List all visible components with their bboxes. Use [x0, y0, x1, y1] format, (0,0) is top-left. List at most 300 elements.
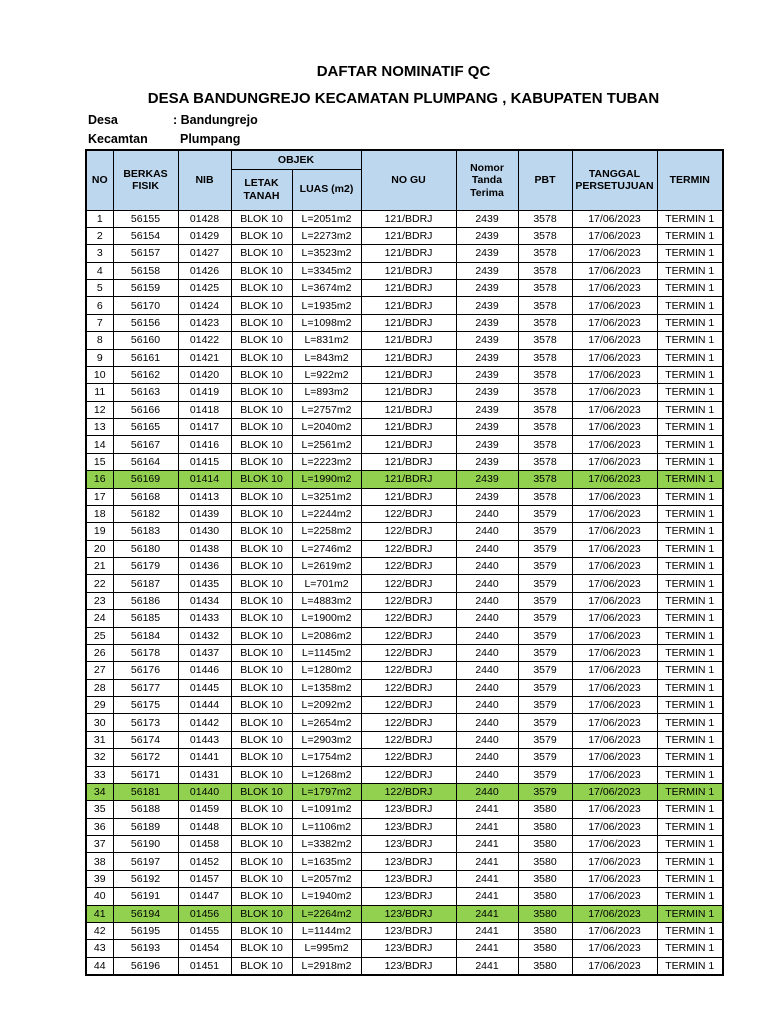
cell-no_gu: 121/BDRJ	[361, 349, 456, 366]
cell-termin: TERMIN 1	[657, 627, 723, 644]
cell-luas_m2: L=701m2	[292, 575, 361, 592]
cell-letak_tanah: BLOK 10	[231, 349, 292, 366]
cell-pbt: 3580	[518, 853, 572, 870]
cell-berkas_fisik: 56176	[113, 662, 178, 679]
cell-pbt: 3580	[518, 836, 572, 853]
cell-letak_tanah: BLOK 10	[231, 714, 292, 731]
cell-berkas_fisik: 56196	[113, 957, 178, 974]
cell-no_gu: 122/BDRJ	[361, 558, 456, 575]
cell-termin: TERMIN 1	[657, 540, 723, 557]
cell-no: 4	[86, 262, 113, 279]
cell-letak_tanah: BLOK 10	[231, 227, 292, 244]
cell-letak_tanah: BLOK 10	[231, 853, 292, 870]
cell-letak_tanah: BLOK 10	[231, 575, 292, 592]
cell-luas_m2: L=922m2	[292, 366, 361, 383]
cell-nomor_tanda_terima: 2440	[456, 592, 518, 609]
cell-tanggal_persetujuan: 17/06/2023	[572, 888, 657, 905]
cell-tanggal_persetujuan: 17/06/2023	[572, 749, 657, 766]
cell-nib: 01448	[178, 818, 231, 835]
cell-tanggal_persetujuan: 17/06/2023	[572, 401, 657, 418]
cell-termin: TERMIN 1	[657, 644, 723, 661]
cell-pbt: 3578	[518, 384, 572, 401]
cell-no_gu: 122/BDRJ	[361, 627, 456, 644]
cell-luas_m2: L=2918m2	[292, 957, 361, 974]
cell-berkas_fisik: 56190	[113, 836, 178, 853]
cell-tanggal_persetujuan: 17/06/2023	[572, 731, 657, 748]
cell-nomor_tanda_terima: 2440	[456, 731, 518, 748]
cell-termin: TERMIN 1	[657, 801, 723, 818]
cell-luas_m2: L=2264m2	[292, 905, 361, 922]
cell-tanggal_persetujuan: 17/06/2023	[572, 384, 657, 401]
cell-pbt: 3579	[518, 766, 572, 783]
table-row	[86, 280, 723, 297]
cell-luas_m2: L=893m2	[292, 384, 361, 401]
cell-luas_m2: L=1106m2	[292, 818, 361, 835]
table-row	[86, 749, 723, 766]
cell-berkas_fisik: 56191	[113, 888, 178, 905]
cell-no: 12	[86, 401, 113, 418]
cell-letak_tanah: BLOK 10	[231, 436, 292, 453]
cell-tanggal_persetujuan: 17/06/2023	[572, 558, 657, 575]
cell-tanggal_persetujuan: 17/06/2023	[572, 471, 657, 488]
table-row	[86, 436, 723, 453]
cell-termin: TERMIN 1	[657, 245, 723, 262]
cell-nomor_tanda_terima: 2441	[456, 853, 518, 870]
cell-letak_tanah: BLOK 10	[231, 523, 292, 540]
cell-no: 20	[86, 540, 113, 557]
cell-no: 38	[86, 853, 113, 870]
cell-nib: 01418	[178, 401, 231, 418]
table-row	[86, 679, 723, 696]
cell-nib: 01414	[178, 471, 231, 488]
table-row	[86, 314, 723, 331]
cell-termin: TERMIN 1	[657, 697, 723, 714]
cell-no: 23	[86, 592, 113, 609]
cell-termin: TERMIN 1	[657, 210, 723, 227]
cell-luas_m2: L=2561m2	[292, 436, 361, 453]
cell-luas_m2: L=3523m2	[292, 245, 361, 262]
cell-pbt: 3578	[518, 419, 572, 436]
cell-berkas_fisik: 56175	[113, 697, 178, 714]
cell-no: 18	[86, 505, 113, 522]
cell-letak_tanah: BLOK 10	[231, 297, 292, 314]
cell-tanggal_persetujuan: 17/06/2023	[572, 332, 657, 349]
cell-nib: 01452	[178, 853, 231, 870]
cell-pbt: 3579	[518, 714, 572, 731]
cell-nomor_tanda_terima: 2439	[456, 366, 518, 383]
cell-letak_tanah: BLOK 10	[231, 384, 292, 401]
cell-no: 39	[86, 870, 113, 887]
cell-berkas_fisik: 56188	[113, 801, 178, 818]
table-row	[86, 245, 723, 262]
cell-no_gu: 121/BDRJ	[361, 384, 456, 401]
cell-no_gu: 121/BDRJ	[361, 280, 456, 297]
cell-letak_tanah: BLOK 10	[231, 783, 292, 800]
cell-no: 9	[86, 349, 113, 366]
cell-termin: TERMIN 1	[657, 905, 723, 922]
cell-nib: 01425	[178, 280, 231, 297]
cell-berkas_fisik: 56173	[113, 714, 178, 731]
cell-tanggal_persetujuan: 17/06/2023	[572, 922, 657, 939]
cell-termin: TERMIN 1	[657, 870, 723, 887]
cell-letak_tanah: BLOK 10	[231, 801, 292, 818]
cell-termin: TERMIN 1	[657, 419, 723, 436]
cell-letak_tanah: BLOK 10	[231, 940, 292, 957]
cell-termin: TERMIN 1	[657, 766, 723, 783]
cell-tanggal_persetujuan: 17/06/2023	[572, 679, 657, 696]
cell-termin: TERMIN 1	[657, 297, 723, 314]
cell-no_gu: 123/BDRJ	[361, 801, 456, 818]
cell-pbt: 3578	[518, 401, 572, 418]
cell-berkas_fisik: 56168	[113, 488, 178, 505]
cell-nomor_tanda_terima: 2441	[456, 905, 518, 922]
table-row	[86, 627, 723, 644]
cell-letak_tanah: BLOK 10	[231, 592, 292, 609]
cell-letak_tanah: BLOK 10	[231, 453, 292, 470]
cell-tanggal_persetujuan: 17/06/2023	[572, 297, 657, 314]
cell-pbt: 3578	[518, 297, 572, 314]
cell-berkas_fisik: 56156	[113, 314, 178, 331]
cell-no: 30	[86, 714, 113, 731]
cell-berkas_fisik: 56187	[113, 575, 178, 592]
cell-tanggal_persetujuan: 17/06/2023	[572, 262, 657, 279]
desa-value: : Bandungrejo	[173, 113, 258, 127]
cell-nomor_tanda_terima: 2440	[456, 749, 518, 766]
table-row	[86, 297, 723, 314]
cell-no_gu: 121/BDRJ	[361, 401, 456, 418]
table-header	[86, 150, 723, 210]
cell-berkas_fisik: 56169	[113, 471, 178, 488]
cell-letak_tanah: BLOK 10	[231, 505, 292, 522]
cell-no: 44	[86, 957, 113, 974]
cell-nib: 01440	[178, 783, 231, 800]
header-luas-m2: LUAS (m2)	[292, 169, 361, 210]
cell-letak_tanah: BLOK 10	[231, 818, 292, 835]
cell-berkas_fisik: 56165	[113, 419, 178, 436]
cell-letak_tanah: BLOK 10	[231, 471, 292, 488]
cell-no_gu: 123/BDRJ	[361, 957, 456, 974]
cell-nomor_tanda_terima: 2440	[456, 558, 518, 575]
cell-luas_m2: L=1635m2	[292, 853, 361, 870]
cell-pbt: 3580	[518, 905, 572, 922]
cell-pbt: 3580	[518, 957, 572, 974]
cell-letak_tanah: BLOK 10	[231, 540, 292, 557]
cell-pbt: 3578	[518, 332, 572, 349]
table-row	[86, 766, 723, 783]
cell-nomor_tanda_terima: 2441	[456, 888, 518, 905]
cell-no_gu: 121/BDRJ	[361, 297, 456, 314]
cell-termin: TERMIN 1	[657, 349, 723, 366]
cell-no_gu: 123/BDRJ	[361, 922, 456, 939]
cell-nib: 01428	[178, 210, 231, 227]
cell-letak_tanah: BLOK 10	[231, 419, 292, 436]
cell-no_gu: 122/BDRJ	[361, 783, 456, 800]
header-letak-tanah: LETAK TANAH	[231, 169, 292, 210]
cell-nomor_tanda_terima: 2439	[456, 453, 518, 470]
cell-tanggal_persetujuan: 17/06/2023	[572, 697, 657, 714]
cell-nomor_tanda_terima: 2439	[456, 245, 518, 262]
cell-nib: 01419	[178, 384, 231, 401]
cell-nib: 01446	[178, 662, 231, 679]
cell-no: 27	[86, 662, 113, 679]
cell-berkas_fisik: 56180	[113, 540, 178, 557]
cell-tanggal_persetujuan: 17/06/2023	[572, 436, 657, 453]
cell-no_gu: 123/BDRJ	[361, 818, 456, 835]
cell-letak_tanah: BLOK 10	[231, 210, 292, 227]
cell-tanggal_persetujuan: 17/06/2023	[572, 853, 657, 870]
cell-no: 22	[86, 575, 113, 592]
cell-pbt: 3580	[518, 888, 572, 905]
cell-berkas_fisik: 56163	[113, 384, 178, 401]
cell-nomor_tanda_terima: 2441	[456, 940, 518, 957]
table-row	[86, 714, 723, 731]
cell-nomor_tanda_terima: 2440	[456, 575, 518, 592]
cell-no_gu: 121/BDRJ	[361, 471, 456, 488]
cell-luas_m2: L=831m2	[292, 332, 361, 349]
cell-luas_m2: L=1268m2	[292, 766, 361, 783]
cell-no: 28	[86, 679, 113, 696]
cell-no: 32	[86, 749, 113, 766]
cell-pbt: 3579	[518, 697, 572, 714]
cell-nib: 01431	[178, 766, 231, 783]
cell-no: 11	[86, 384, 113, 401]
cell-luas_m2: L=1754m2	[292, 749, 361, 766]
cell-nomor_tanda_terima: 2441	[456, 922, 518, 939]
cell-berkas_fisik: 56155	[113, 210, 178, 227]
cell-nib: 01416	[178, 436, 231, 453]
cell-berkas_fisik: 56167	[113, 436, 178, 453]
table-row	[86, 801, 723, 818]
cell-pbt: 3578	[518, 471, 572, 488]
table-row	[86, 210, 723, 227]
cell-luas_m2: L=3345m2	[292, 262, 361, 279]
cell-nib: 01424	[178, 297, 231, 314]
cell-pbt: 3578	[518, 314, 572, 331]
cell-nib: 01444	[178, 697, 231, 714]
cell-nib: 01439	[178, 505, 231, 522]
cell-no_gu: 123/BDRJ	[361, 853, 456, 870]
nominatif-table	[85, 149, 724, 976]
cell-nib: 01423	[178, 314, 231, 331]
cell-berkas_fisik: 56166	[113, 401, 178, 418]
table-row	[86, 905, 723, 922]
cell-nib: 01430	[178, 523, 231, 540]
cell-no: 29	[86, 697, 113, 714]
cell-letak_tanah: BLOK 10	[231, 627, 292, 644]
cell-luas_m2: L=2757m2	[292, 401, 361, 418]
header-termin: TERMIN	[657, 150, 723, 210]
table-row	[86, 401, 723, 418]
table-row	[86, 818, 723, 835]
table-row	[86, 262, 723, 279]
info-block	[88, 111, 258, 148]
cell-letak_tanah: BLOK 10	[231, 262, 292, 279]
cell-nomor_tanda_terima: 2441	[456, 818, 518, 835]
cell-berkas_fisik: 56193	[113, 940, 178, 957]
cell-pbt: 3580	[518, 870, 572, 887]
cell-luas_m2: L=995m2	[292, 940, 361, 957]
table-row	[86, 888, 723, 905]
cell-pbt: 3579	[518, 540, 572, 557]
cell-berkas_fisik: 56157	[113, 245, 178, 262]
cell-nomor_tanda_terima: 2440	[456, 783, 518, 800]
cell-termin: TERMIN 1	[657, 314, 723, 331]
cell-nib: 01445	[178, 679, 231, 696]
table-row	[86, 940, 723, 957]
desa-label: Desa	[88, 113, 118, 127]
cell-no_gu: 122/BDRJ	[361, 610, 456, 627]
cell-termin: TERMIN 1	[657, 818, 723, 835]
cell-nomor_tanda_terima: 2439	[456, 488, 518, 505]
cell-letak_tanah: BLOK 10	[231, 332, 292, 349]
cell-no_gu: 121/BDRJ	[361, 488, 456, 505]
cell-nib: 01432	[178, 627, 231, 644]
cell-termin: TERMIN 1	[657, 749, 723, 766]
cell-luas_m2: L=2273m2	[292, 227, 361, 244]
cell-nomor_tanda_terima: 2439	[456, 210, 518, 227]
cell-nib: 01434	[178, 592, 231, 609]
cell-letak_tanah: BLOK 10	[231, 836, 292, 853]
cell-no_gu: 123/BDRJ	[361, 870, 456, 887]
cell-no_gu: 122/BDRJ	[361, 697, 456, 714]
cell-nomor_tanda_terima: 2439	[456, 280, 518, 297]
table-row	[86, 366, 723, 383]
cell-luas_m2: L=3382m2	[292, 836, 361, 853]
cell-luas_m2: L=2619m2	[292, 558, 361, 575]
cell-tanggal_persetujuan: 17/06/2023	[572, 714, 657, 731]
cell-berkas_fisik: 56178	[113, 644, 178, 661]
table-row	[86, 349, 723, 366]
cell-berkas_fisik: 56183	[113, 523, 178, 540]
cell-nib: 01457	[178, 870, 231, 887]
cell-letak_tanah: BLOK 10	[231, 679, 292, 696]
cell-no: 3	[86, 245, 113, 262]
cell-no_gu: 122/BDRJ	[361, 523, 456, 540]
cell-tanggal_persetujuan: 17/06/2023	[572, 818, 657, 835]
cell-berkas_fisik: 56161	[113, 349, 178, 366]
cell-nomor_tanda_terima: 2439	[456, 349, 518, 366]
cell-nib: 01435	[178, 575, 231, 592]
cell-pbt: 3579	[518, 627, 572, 644]
cell-nomor_tanda_terima: 2439	[456, 384, 518, 401]
cell-tanggal_persetujuan: 17/06/2023	[572, 505, 657, 522]
cell-berkas_fisik: 56194	[113, 905, 178, 922]
cell-luas_m2: L=1940m2	[292, 888, 361, 905]
cell-luas_m2: L=1935m2	[292, 297, 361, 314]
cell-no_gu: 123/BDRJ	[361, 940, 456, 957]
table-row	[86, 471, 723, 488]
cell-nomor_tanda_terima: 2441	[456, 870, 518, 887]
cell-termin: TERMIN 1	[657, 679, 723, 696]
cell-tanggal_persetujuan: 17/06/2023	[572, 610, 657, 627]
cell-no_gu: 123/BDRJ	[361, 905, 456, 922]
cell-termin: TERMIN 1	[657, 783, 723, 800]
cell-no_gu: 122/BDRJ	[361, 644, 456, 661]
cell-luas_m2: L=1098m2	[292, 314, 361, 331]
cell-tanggal_persetujuan: 17/06/2023	[572, 783, 657, 800]
cell-nomor_tanda_terima: 2441	[456, 957, 518, 974]
cell-berkas_fisik: 56185	[113, 610, 178, 627]
table-row	[86, 922, 723, 939]
cell-no: 34	[86, 783, 113, 800]
cell-luas_m2: L=2040m2	[292, 419, 361, 436]
cell-nib: 01438	[178, 540, 231, 557]
cell-berkas_fisik: 56154	[113, 227, 178, 244]
cell-no_gu: 122/BDRJ	[361, 766, 456, 783]
cell-pbt: 3578	[518, 262, 572, 279]
cell-termin: TERMIN 1	[657, 227, 723, 244]
cell-luas_m2: L=2654m2	[292, 714, 361, 731]
cell-letak_tanah: BLOK 10	[231, 245, 292, 262]
table-row	[86, 575, 723, 592]
cell-berkas_fisik: 56182	[113, 505, 178, 522]
table-row	[86, 332, 723, 349]
cell-tanggal_persetujuan: 17/06/2023	[572, 419, 657, 436]
table-row	[86, 731, 723, 748]
cell-luas_m2: L=3251m2	[292, 488, 361, 505]
cell-pbt: 3578	[518, 227, 572, 244]
cell-pbt: 3580	[518, 940, 572, 957]
cell-termin: TERMIN 1	[657, 558, 723, 575]
cell-nomor_tanda_terima: 2439	[456, 401, 518, 418]
cell-pbt: 3579	[518, 575, 572, 592]
cell-no: 5	[86, 280, 113, 297]
cell-termin: TERMIN 1	[657, 280, 723, 297]
header-tanggal-persetujuan: TANGGAL PERSETUJUAN	[572, 150, 657, 210]
cell-no: 43	[86, 940, 113, 957]
cell-luas_m2: L=3674m2	[292, 280, 361, 297]
cell-termin: TERMIN 1	[657, 436, 723, 453]
cell-berkas_fisik: 56197	[113, 853, 178, 870]
cell-berkas_fisik: 56162	[113, 366, 178, 383]
cell-tanggal_persetujuan: 17/06/2023	[572, 766, 657, 783]
cell-termin: TERMIN 1	[657, 957, 723, 974]
cell-letak_tanah: BLOK 10	[231, 905, 292, 922]
table-row	[86, 853, 723, 870]
cell-berkas_fisik: 56179	[113, 558, 178, 575]
cell-no: 36	[86, 818, 113, 835]
cell-tanggal_persetujuan: 17/06/2023	[572, 245, 657, 262]
cell-no: 14	[86, 436, 113, 453]
cell-nomor_tanda_terima: 2439	[456, 297, 518, 314]
cell-no_gu: 122/BDRJ	[361, 592, 456, 609]
cell-luas_m2: L=2258m2	[292, 523, 361, 540]
cell-no: 21	[86, 558, 113, 575]
cell-nib: 01455	[178, 922, 231, 939]
cell-no_gu: 121/BDRJ	[361, 419, 456, 436]
cell-berkas_fisik: 56158	[113, 262, 178, 279]
cell-nomor_tanda_terima: 2439	[456, 262, 518, 279]
cell-nomor_tanda_terima: 2440	[456, 610, 518, 627]
cell-termin: TERMIN 1	[657, 262, 723, 279]
table-row	[86, 540, 723, 557]
cell-luas_m2: L=1280m2	[292, 662, 361, 679]
cell-no: 17	[86, 488, 113, 505]
cell-termin: TERMIN 1	[657, 332, 723, 349]
cell-tanggal_persetujuan: 17/06/2023	[572, 957, 657, 974]
cell-tanggal_persetujuan: 17/06/2023	[572, 314, 657, 331]
header-nib: NIB	[178, 150, 231, 210]
page-subtitle: DESA BANDUNGREJO KECAMATAN PLUMPANG , KABUPATEN TUBAN	[147, 90, 660, 107]
cell-nib: 01443	[178, 731, 231, 748]
cell-no: 7	[86, 314, 113, 331]
cell-termin: TERMIN 1	[657, 366, 723, 383]
page-title: DAFTAR NOMINATIF QC	[316, 63, 491, 80]
cell-no_gu: 121/BDRJ	[361, 210, 456, 227]
cell-termin: TERMIN 1	[657, 505, 723, 522]
cell-no: 35	[86, 801, 113, 818]
cell-berkas_fisik: 56189	[113, 818, 178, 835]
